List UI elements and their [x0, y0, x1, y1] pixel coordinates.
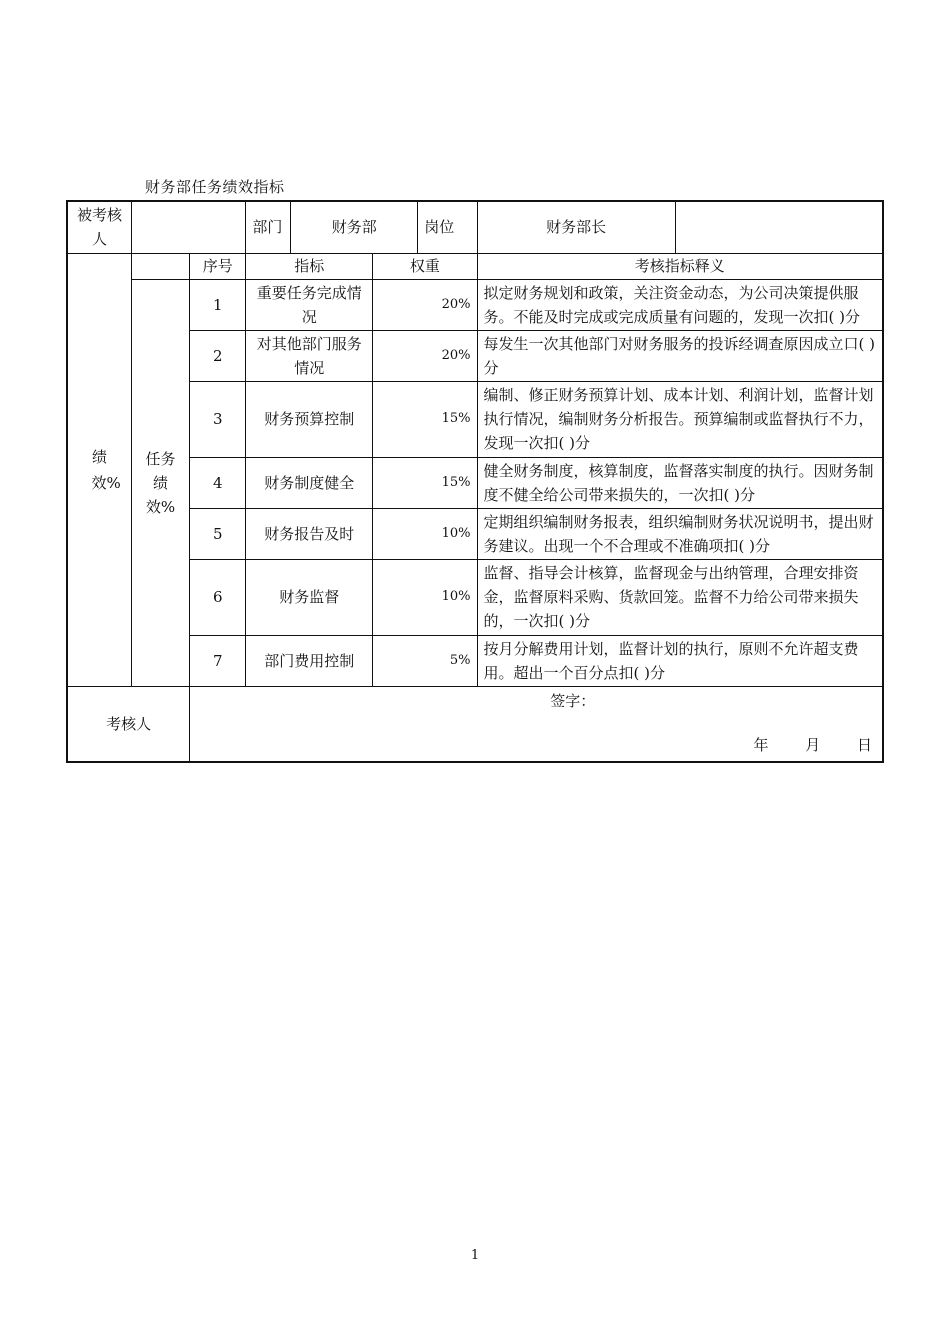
table-row	[67, 330, 883, 381]
dept-label: 部门	[246, 201, 291, 253]
row-definition: 拟定财务规划和政策，关注资金动态，为公司决策提供服务。不能及时完成或完成质量有问题的，发现一次扣( )分	[477, 279, 883, 330]
col-seq-header: 序号	[190, 253, 246, 279]
col-indicator-header: 指标	[246, 253, 373, 279]
row-weight: 20%	[373, 279, 477, 330]
row-indicator: 财务预算控制	[246, 381, 373, 457]
row-indicator: 对其他部门服务情况	[246, 330, 373, 381]
header-row	[67, 201, 883, 253]
row-weight: 5%	[373, 635, 477, 686]
examinee-value-field[interactable]	[131, 201, 246, 253]
row-seq: 3	[190, 381, 246, 457]
signature-field[interactable]	[190, 686, 883, 762]
document-title: 财务部任务绩效指标	[145, 178, 285, 196]
date-label: 年 月 日	[753, 735, 872, 754]
row-indicator: 部门费用控制	[246, 635, 373, 686]
row-indicator: 重要任务完成情况	[246, 279, 373, 330]
row-definition: 每发生一次其他部门对财务服务的投诉经调查原因成立口( )分	[477, 330, 883, 381]
post-label: 岗位	[418, 201, 477, 253]
table-row	[67, 381, 883, 457]
row-definition: 监督、指导会计核算，监督现金与出纳管理，合理安排资金，监督原料采购、货款回笼。监督不力给公司带来损失的，一次扣( )分	[477, 559, 883, 635]
examinee-label: 被考核人	[67, 201, 131, 253]
table-row	[67, 279, 883, 330]
row-indicator: 财务报告及时	[246, 508, 373, 559]
row-seq: 5	[190, 508, 246, 559]
table-row	[67, 457, 883, 508]
post-value: 财务部长	[477, 201, 675, 253]
row-weight: 20%	[373, 330, 477, 381]
row-seq: 4	[190, 457, 246, 508]
assessor-label: 考核人	[67, 686, 190, 762]
subgroup-label-task-performance	[131, 279, 189, 686]
row-seq: 2	[190, 330, 246, 381]
col-definition-header: 考核指标释义	[477, 253, 883, 279]
page-number: 1	[470, 1248, 480, 1263]
row-definition: 定期组织编制财务报表，组织编制财务状况说明书，提出财务建议。出现一个不合理或不准确项扣( )分	[477, 508, 883, 559]
row-definition: 编制、修正财务预算计划、成本计划、利润计划，监督计划执行情况，编制财务分析报告。预算编制或监督执行不力，发现一次扣( )分	[477, 381, 883, 457]
row-seq: 1	[190, 279, 246, 330]
subgroup-header-blank	[131, 253, 189, 279]
row-seq: 7	[190, 635, 246, 686]
col-weight-header: 权重	[373, 253, 477, 279]
subgroup-label-text: 任务绩效%	[145, 449, 176, 516]
row-definition: 按月分解费用计划，监督计划的执行，原则不允许超支费用。超出一个百分点扣( )分	[477, 635, 883, 686]
row-weight: 10%	[373, 508, 477, 559]
group-label-text: 绩效%	[91, 447, 121, 492]
row-weight: 10%	[373, 559, 477, 635]
row-weight: 15%	[373, 381, 477, 457]
performance-table	[66, 200, 884, 763]
header-extra-cell	[675, 201, 883, 253]
footer-row	[67, 686, 883, 762]
row-indicator: 财务监督	[246, 559, 373, 635]
row-definition: 健全财务制度，核算制度，监督落实制度的执行。因财务制度不健全给公司带来损失的，一次扣( )分	[477, 457, 883, 508]
row-weight: 15%	[373, 457, 477, 508]
row-indicator: 财务制度健全	[246, 457, 373, 508]
group-label-performance	[67, 253, 131, 686]
sign-label: 签字：	[550, 691, 596, 710]
row-seq: 6	[190, 559, 246, 635]
column-header-row	[67, 253, 883, 279]
table-row	[67, 508, 883, 559]
dept-value: 财务部	[291, 201, 418, 253]
table-row	[67, 559, 883, 635]
table-row	[67, 635, 883, 686]
